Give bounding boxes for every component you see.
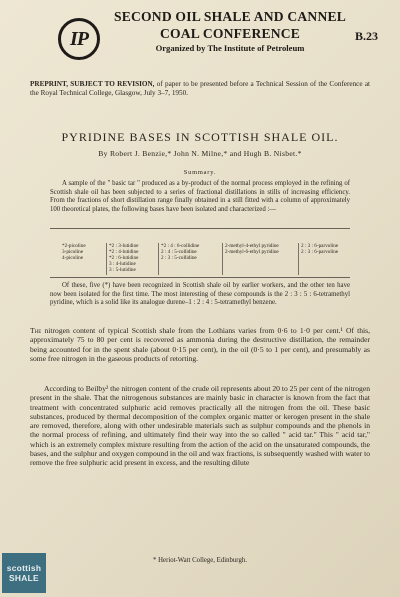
scottish-shale-watermark — [2, 553, 46, 593]
body-paragraph — [30, 326, 370, 363]
compound-name: 2-methyl-4-ethyl pyridine — [225, 243, 279, 249]
compounds-table — [50, 228, 350, 278]
institute-logo: IP — [58, 18, 100, 60]
compound-name: 2 : 4 : 5-collidine — [161, 249, 197, 255]
body-paragraph: According to Beilby² the nitrogen content of the crude oil represents about 20 to 25 per cent of the nitrogen present in the shale. That the nitrogenous substances are mainly basic in character is known from the fact that treatment with concentrated sulphuric acid removes practically all the nitrogen from the oil. These basic substances, produced by thermal decomposition of the complex organic matter or kerogen present in the shale are removed, therefore, along with other undesirable materials such as sulphur compounds and the phenols in the normal process of refining, and ultimately find their way into the so called " acid tar." This " acid tar," which is an extremely complex mixture resulting from the action of the acid on the unsaturated compounds, the bases, and the sulphur and oxygen compound in the oil and wax fractions, is subsequently washed with water to remove the free sulphuric acid present in excess, and the resulting dilute — [30, 384, 370, 468]
conference-title-line-1: SECOND OIL SHALE AND CANNEL — [113, 9, 346, 24]
summary-heading: Summary. — [183, 169, 217, 176]
compound-name: 3 : 4-lutidine — [109, 261, 136, 267]
paragraph-lead: The — [30, 326, 42, 335]
compounds-column — [222, 243, 295, 275]
watermark-line-1: scottish — [6, 563, 42, 573]
compound-name: 2 : 3 : 5-collidine — [161, 255, 197, 261]
preprint-notice — [30, 80, 370, 98]
compound-name: 3 : 5-lutidine — [109, 267, 136, 273]
compounds-column — [60, 243, 100, 275]
compound-name: *2 : 6-lutidine — [109, 255, 139, 261]
compound-name: *2-picoline — [62, 243, 86, 249]
conference-title-line-2: COAL CONFERENCE — [159, 26, 301, 41]
paper-authors: By Robert J. Benzie,* John N. Milne,* and Hugh B. Nisbet.* — [98, 149, 302, 158]
conference-title — [110, 8, 350, 42]
compound-name: 3-picoline — [62, 249, 84, 255]
compounds-column — [106, 243, 153, 275]
preprint-lead: PREPRINT, SUBJECT TO REVISION, — [30, 80, 155, 88]
compound-name: *2 : 4-lutidine — [109, 249, 139, 255]
organized-by: Organized by The Institute of Petroleum — [155, 43, 305, 53]
compound-name: 2-methyl-6-ethyl pyridine — [225, 249, 279, 255]
watermark-line-2: SHALE — [9, 573, 39, 583]
compound-name: 2 : 3 : 6-parvoline — [301, 243, 339, 249]
compound-name: 4-picoline — [62, 255, 84, 261]
compounds-column — [158, 243, 217, 275]
compound-name: *2 : 3-lutidine — [109, 243, 139, 249]
paper-code: B.23 — [355, 29, 379, 43]
compounds-column — [298, 243, 349, 275]
paper-title: PYRIDINE BASES IN SCOTTISH SHALE OIL. — [61, 130, 339, 144]
summary-conclusion: Of these, five (*) have been recognized in Scottish shale oil by earlier workers, and the other ten have now been isolated for the first time. The most interesting of these compounds is the 2 : 3 : 5 : 6-tetramethyl pyridine, which is a solid like its analogue durene–1 : 2 : 4 : 5-tetramethyl benzene. — [50, 282, 350, 307]
compound-name: *2 : 4 : 6-collidine — [161, 243, 200, 249]
compound-name: 2 : 3 : 6-parvoline — [301, 249, 339, 255]
paragraph-text: nitrogen content of typical Scottish shale from the Lothians varies from 0·6 to 1·0 per cent.¹ Of this, approximately 75 to 80 per cent is recovered as ammonia during the destructive distillation, the remainder being accounted for in the spent shale (about 0·15 per cent), in the oil (0·5 to 1 per cent), and presumably as some free nitrogen in the gaseous products of retorting. — [30, 326, 370, 363]
preprint-text: of paper to be presented before a Technical Session of the Conference at the Royal Technical College, Glasgow, July 3–7, 1950. — [30, 80, 370, 97]
footnote: * Heriot-Watt College, Edinburgh. — [153, 557, 247, 564]
summary-text: A sample of the " basic tar " produced as a by-product of the normal process employed in the refining of Scottish shale oil has been subjected to a series of fractional distillations in stills of increasing efficiency. From the fractions of short distillation range finally obtained in a still fitted with a column of approximately 100 theoretical plates, the following bases have been isolated and characterized :— — [50, 180, 350, 213]
